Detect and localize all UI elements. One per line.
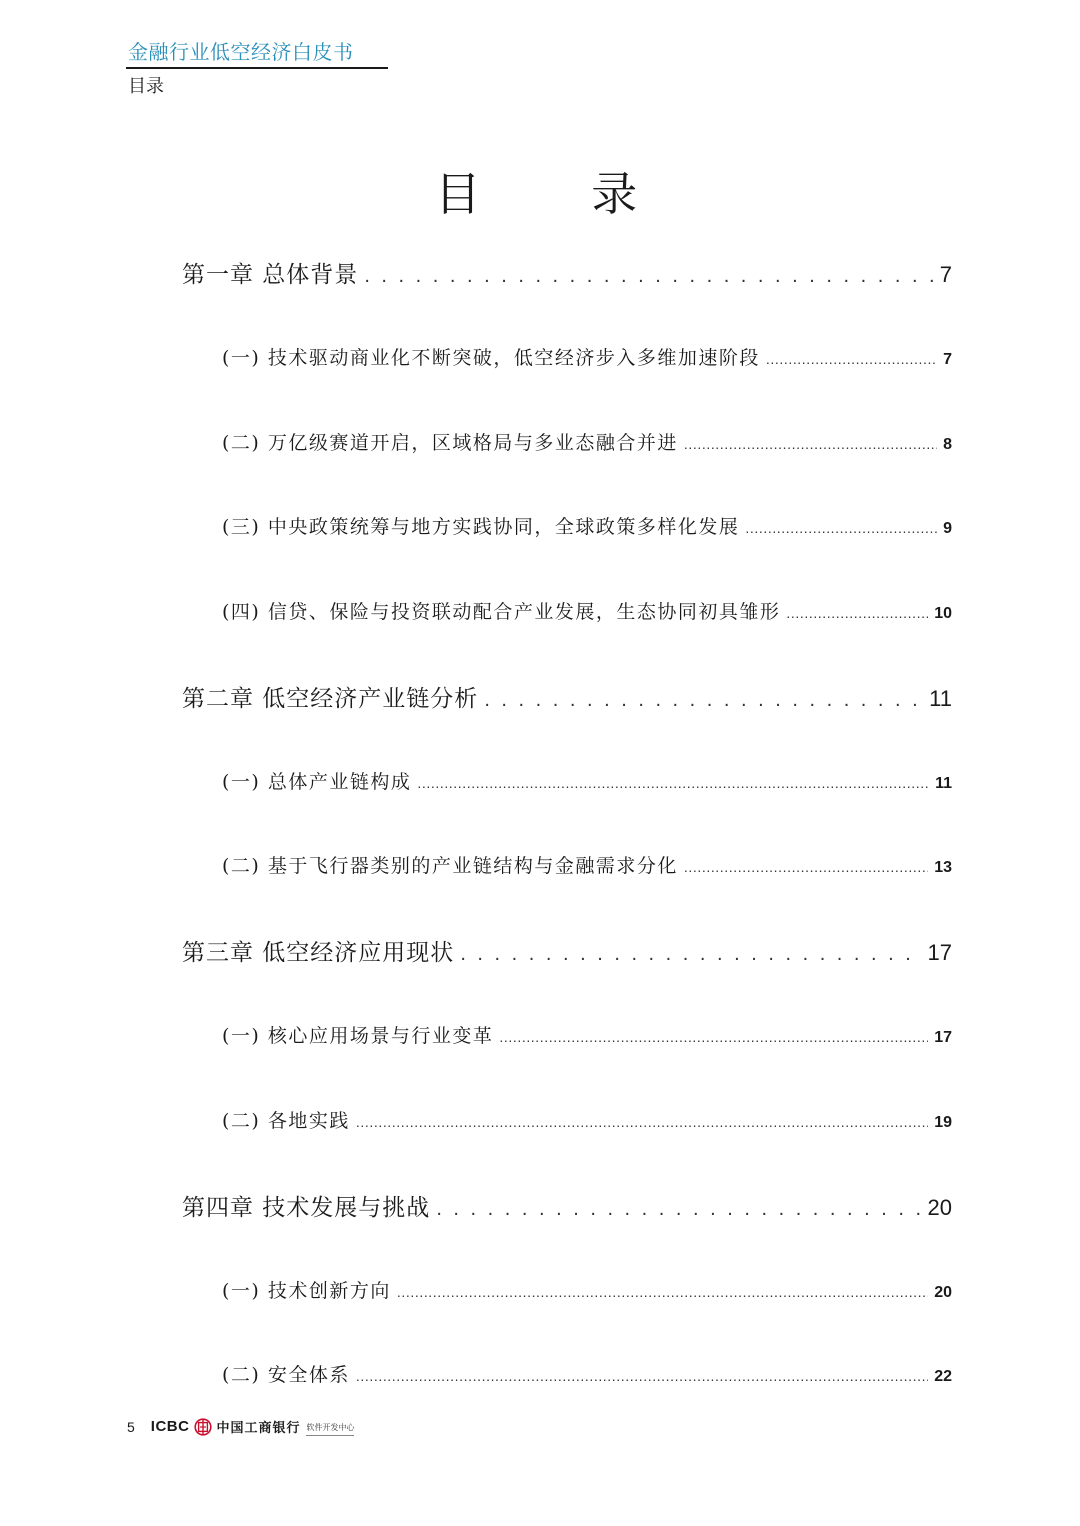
toc-dot-leader: [436, 1195, 921, 1221]
toc-entry-label: (一) 技术创新方向: [222, 1280, 391, 1302]
toc-entry-label: (一) 总体产业链构成: [222, 771, 412, 793]
toc-page-number: 7: [943, 351, 952, 368]
icbc-logo-icon: [194, 1418, 212, 1436]
toc-page-number: 19: [934, 1114, 952, 1131]
toc-page-number: 10: [934, 605, 952, 622]
toc-entry-label: (二) 基于飞行器类别的产业链结构与金融需求分化: [222, 855, 678, 877]
toc-page-number: 7: [939, 262, 952, 287]
toc-entry-label: (四) 信贷、保险与投资联动配合产业发展，生态协同初具雏形: [222, 601, 781, 623]
toc-entry-label: (二) 各地实践: [222, 1110, 350, 1132]
toc-dot-leader: [499, 1025, 928, 1047]
footer-department: 软件开发中心: [306, 1423, 355, 1432]
toc-entry-label: 第三章 低空经济应用现状: [182, 940, 455, 966]
toc-page-number: 8: [943, 436, 952, 453]
toc-entry-label: (三) 中央政策统筹与地方实践协同，全球政策多样化发展: [222, 516, 740, 538]
toc-entry-section-1-2[interactable]: [222, 428, 952, 455]
toc-entry-section-3-2[interactable]: [222, 1106, 952, 1133]
toc-entry-label: (二) 万亿级赛道开启，区域格局与多业态融合并进: [222, 432, 678, 454]
toc-page-number: 11: [929, 686, 952, 711]
footer-page-number: 5: [127, 1418, 135, 1435]
toc-dot-leader: [786, 601, 928, 623]
toc-dot-leader: [460, 940, 921, 966]
toc-dot-leader: [417, 771, 929, 793]
toc-entry-label: 第一章 总体背景: [182, 262, 359, 288]
toc-dot-leader: [766, 347, 937, 369]
toc-entry-chapter-1[interactable]: [182, 256, 952, 289]
page-footer: [127, 1417, 354, 1436]
toc-page-number: 11: [935, 775, 952, 792]
toc-entry-label: 第二章 低空经济产业链分析: [182, 686, 479, 712]
toc-entry-section-3-1[interactable]: [222, 1021, 952, 1048]
toc-entry-section-1-4[interactable]: [222, 597, 952, 624]
footer-bank-name: 中国工商银行: [216, 1421, 301, 1436]
toc-page-number: 13: [934, 859, 952, 876]
section-name: 目录: [128, 76, 164, 97]
toc-entry-section-1-3[interactable]: [222, 512, 952, 539]
footer-brand-abbr: ICBC: [150, 1418, 190, 1435]
toc-dot-leader: [484, 686, 923, 712]
toc-dot-leader: [364, 262, 933, 288]
toc-entry-label: (一) 技术驱动商业化不断突破，低空经济步入多维加速阶段: [222, 347, 760, 369]
toc-page-number: 22: [934, 1368, 952, 1385]
toc-dot-leader: [745, 516, 937, 538]
toc-page-number: 9: [943, 520, 952, 537]
toc-entry-section-2-1[interactable]: [222, 767, 952, 794]
toc-page-number: 20: [927, 1195, 952, 1220]
toc-dot-leader: [356, 1110, 928, 1132]
toc-entry-chapter-2[interactable]: [182, 680, 952, 713]
toc-page-number: 20: [934, 1284, 952, 1301]
toc-entry-section-4-1[interactable]: [222, 1276, 952, 1303]
toc-title: 目 录: [434, 167, 686, 221]
toc-entry-label: 第四章 技术发展与挑战: [182, 1195, 431, 1221]
toc-entry-section-2-2[interactable]: [222, 851, 952, 878]
toc-entry-section-4-2[interactable]: [222, 1360, 952, 1387]
toc-entry-chapter-4[interactable]: [182, 1189, 952, 1222]
footer-department-wrap: [306, 1417, 354, 1436]
toc-entry-label: (一) 核心应用场景与行业变革: [222, 1025, 494, 1047]
toc-entry-section-1-1[interactable]: [222, 343, 952, 370]
document-title: 金融行业低空经济白皮书: [128, 40, 354, 64]
toc-dot-leader: [684, 432, 937, 454]
header-divider: [126, 67, 388, 69]
toc-dot-leader: [397, 1280, 928, 1302]
toc-dot-leader: [684, 855, 928, 877]
toc-dot-leader: [356, 1364, 928, 1386]
toc-page-number: 17: [927, 940, 952, 965]
toc-entry-chapter-3[interactable]: [182, 934, 952, 967]
toc-page-number: 17: [934, 1029, 952, 1046]
toc-entry-label: (二) 安全体系: [222, 1364, 350, 1386]
